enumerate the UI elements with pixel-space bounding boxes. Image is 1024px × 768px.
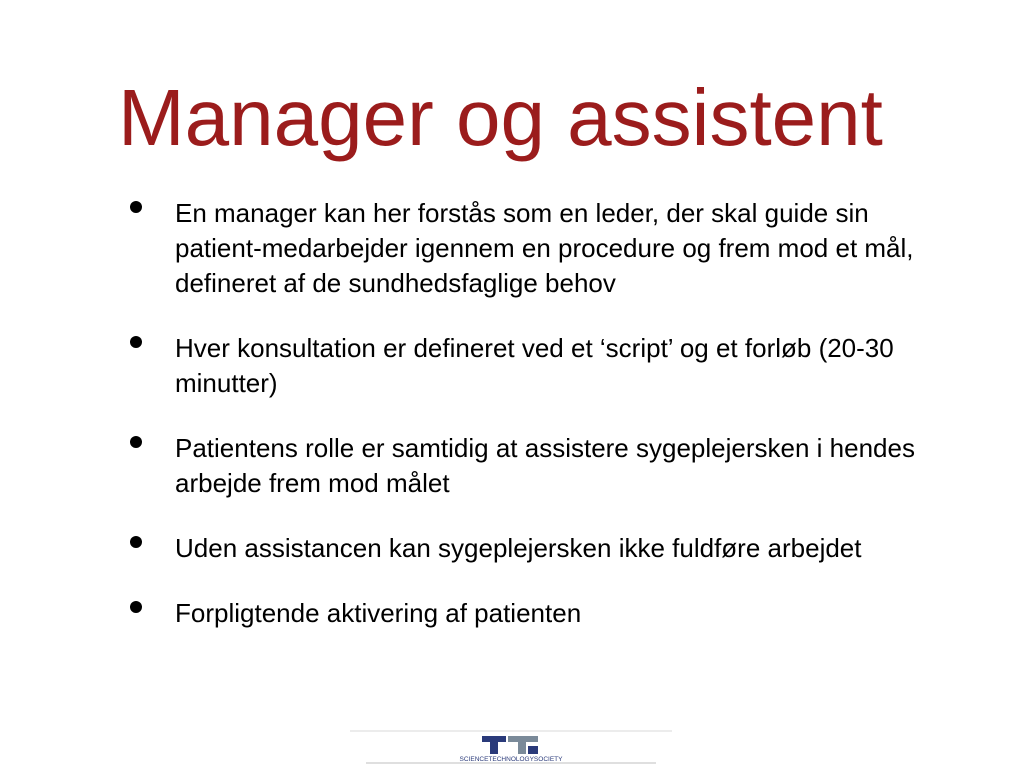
- bullet-icon: [130, 336, 142, 348]
- bullet-item: [118, 596, 918, 631]
- logo-mark-icon: [482, 736, 538, 754]
- bullet-item: [118, 431, 918, 501]
- bullet-item: [118, 531, 918, 566]
- bullet-text: En manager kan her forstås som en leder, der skal guide sin patient-medarbejder igennem en procedure og frem mod et mål, defineret af de sundhedsfaglige behov: [175, 198, 914, 298]
- bullet-icon: [130, 601, 142, 613]
- bullet-icon: [130, 201, 142, 213]
- bullet-icon: [130, 436, 142, 448]
- bullet-text: Uden assistancen kan sygeplejersken ikke fuldføre arbejdet: [175, 533, 862, 563]
- bullet-list: [118, 196, 918, 661]
- bullet-item: [118, 196, 918, 301]
- bullet-text: Forpligtende aktivering af patienten: [175, 598, 582, 628]
- logo-wordmark: SCIENCETECHNOLOGYSOCIETY: [459, 756, 563, 763]
- slide-title: Manager og assistent: [118, 73, 883, 162]
- bullet-text: Hver konsultation er defineret ved et ‘script’ og et forløb (20-30 minutter): [175, 333, 894, 398]
- bullet-icon: [130, 536, 142, 548]
- bullet-text: Patientens rolle er samtidig at assistere sygeplejersken i hendes arbejde frem mod målet: [175, 433, 915, 498]
- society-logo: [350, 730, 672, 764]
- bullet-item: [118, 331, 918, 401]
